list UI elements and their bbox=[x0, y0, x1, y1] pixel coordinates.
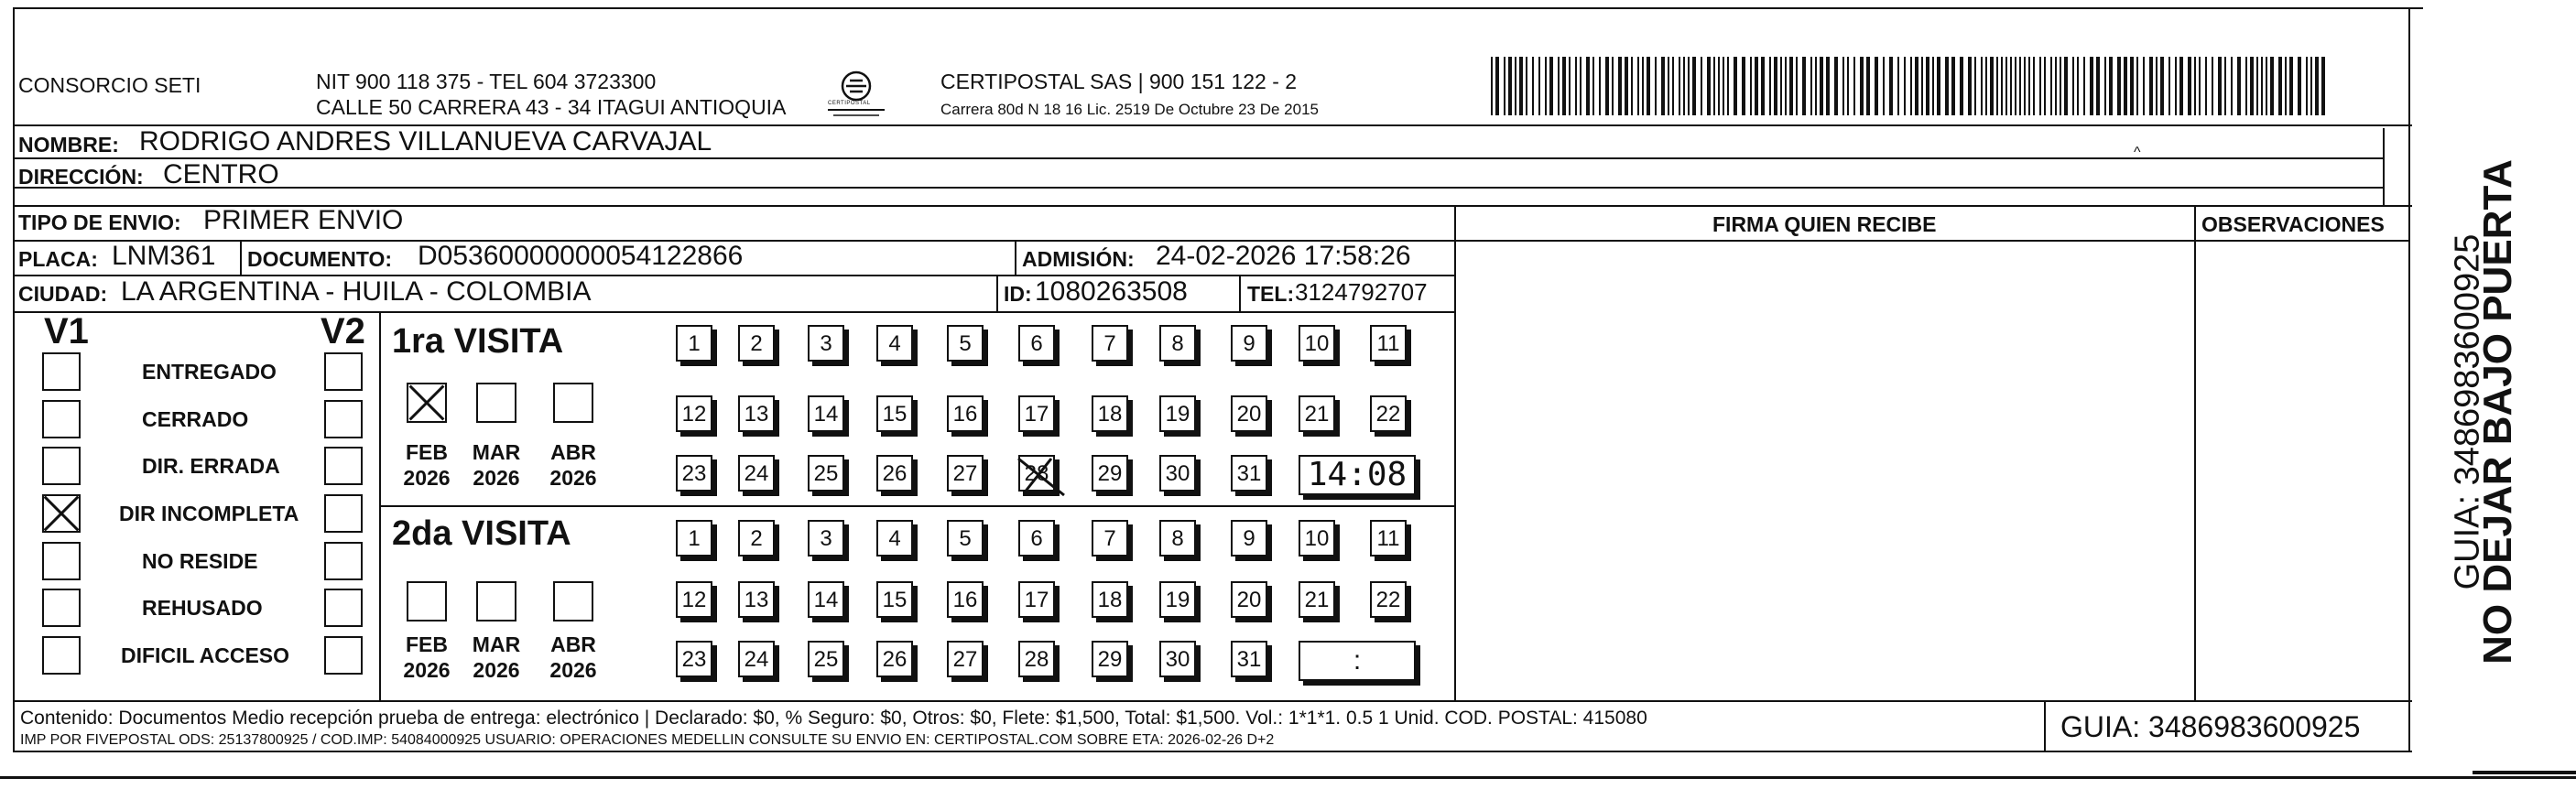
admision-label: ADMISIÓN: bbox=[1022, 247, 1135, 271]
second-visit-day-box[interactable]: 25 bbox=[808, 641, 844, 677]
first-visit-day-box[interactable]: 12 bbox=[676, 395, 712, 432]
first-visit-day-box[interactable]: 23 bbox=[676, 455, 712, 492]
second-visit-day-box[interactable]: 27 bbox=[947, 641, 984, 677]
carrier-line: CERTIPOSTAL SAS | 900 151 122 - 2 bbox=[940, 70, 1298, 93]
v2-checkbox[interactable] bbox=[324, 636, 363, 675]
v1-checkbox[interactable] bbox=[42, 636, 81, 675]
status-label: REHUSADO bbox=[142, 596, 263, 620]
year-label: 2026 bbox=[549, 466, 597, 490]
second-visit-day-box[interactable]: 26 bbox=[876, 641, 913, 677]
tel-label: TEL: bbox=[1247, 282, 1295, 306]
second-visit-day-box[interactable]: 9 bbox=[1231, 520, 1267, 557]
month-label: FEB bbox=[406, 440, 448, 464]
second-visit-day-box[interactable]: 19 bbox=[1159, 581, 1196, 618]
first-visit-month bbox=[548, 439, 599, 491]
obs-left-line bbox=[2194, 205, 2196, 701]
v1-header: V1 bbox=[44, 311, 89, 351]
top-border bbox=[13, 7, 2423, 9]
row-line-6 bbox=[13, 311, 1455, 313]
first-visit-day-box[interactable]: 4 bbox=[876, 325, 913, 362]
first-visit-day-box[interactable]: 28 bbox=[1018, 455, 1055, 492]
first-visit-month-checkbox[interactable] bbox=[407, 383, 447, 423]
id-tel-sep bbox=[1239, 275, 1241, 311]
second-visit-day-box[interactable]: 8 bbox=[1159, 520, 1196, 557]
second-visit-day-box[interactable]: 13 bbox=[738, 581, 775, 618]
placa-value: LNM361 bbox=[112, 241, 216, 271]
second-visit-day-box[interactable]: 28 bbox=[1018, 641, 1055, 677]
second-visit-day-box[interactable]: 15 bbox=[876, 581, 913, 618]
footer-guia-sep bbox=[2044, 700, 2046, 752]
first-visit-day-box[interactable]: 9 bbox=[1231, 325, 1267, 362]
id-value: 1080263508 bbox=[1035, 276, 1188, 307]
first-visit-month bbox=[401, 439, 452, 491]
v2-checkbox[interactable] bbox=[324, 542, 363, 580]
first-visit-title: 1ra VISITA bbox=[392, 322, 564, 361]
second-visit-month-checkbox[interactable] bbox=[407, 581, 447, 621]
second-visit-time-box[interactable]: : bbox=[1299, 641, 1416, 681]
right-border bbox=[2408, 7, 2410, 752]
status-label: DIR INCOMPLETA bbox=[119, 502, 299, 525]
v2-checkbox[interactable] bbox=[324, 494, 363, 533]
first-visit-day-box[interactable]: 17 bbox=[1018, 395, 1055, 432]
month-label: ABR bbox=[550, 632, 596, 656]
second-visit-day-box[interactable]: 1 bbox=[676, 520, 712, 557]
logo-text: CERTIPOSTAL bbox=[828, 101, 871, 106]
first-visit-day-box[interactable]: 31 bbox=[1231, 455, 1267, 492]
status-label: DIR. ERRADA bbox=[142, 454, 280, 478]
status-label: ENTREGADO bbox=[142, 360, 277, 384]
first-visit-day-box[interactable]: 22 bbox=[1370, 395, 1407, 432]
second-visit-day-box[interactable]: 20 bbox=[1231, 581, 1267, 618]
second-visit-day-box[interactable]: 16 bbox=[947, 581, 984, 618]
month-label: MAR bbox=[472, 632, 521, 656]
visits-divider bbox=[379, 505, 1455, 507]
v1-checkbox[interactable] bbox=[42, 589, 81, 627]
first-visit-day-box[interactable]: 16 bbox=[947, 395, 984, 432]
tel-value: 3124792707 bbox=[1295, 278, 1428, 306]
nombre-value: RODRIGO ANDRES VILLANUEVA CARVAJAL bbox=[139, 126, 712, 157]
v1-checkbox[interactable] bbox=[42, 494, 81, 533]
ciudad-label: CIUDAD: bbox=[18, 282, 108, 306]
certipostal-logo bbox=[824, 70, 888, 121]
firma-left-line bbox=[1454, 205, 1456, 701]
observaciones-header: OBSERVACIONES bbox=[2201, 212, 2385, 236]
year-label: 2026 bbox=[549, 658, 597, 682]
first-visit-time-box[interactable]: 14:08 bbox=[1299, 455, 1416, 495]
first-visit-day-box[interactable]: 24 bbox=[738, 455, 775, 492]
company-name: CONSORCIO SETI bbox=[18, 73, 201, 97]
second-visit-day-box[interactable]: 11 bbox=[1370, 520, 1407, 557]
nombre-label: NOMBRE: bbox=[18, 133, 119, 157]
first-visit-day-box[interactable]: 18 bbox=[1092, 395, 1128, 432]
second-visit-day-box[interactable]: 30 bbox=[1159, 641, 1196, 677]
first-visit-day-box[interactable]: 5 bbox=[947, 325, 984, 362]
second-visit-day-box[interactable]: 4 bbox=[876, 520, 913, 557]
first-visit-month-checkbox[interactable] bbox=[553, 383, 593, 423]
year-label: 2026 bbox=[403, 658, 451, 682]
side-guia: GUIA: 3486983600925 bbox=[2448, 233, 2487, 590]
footer-guia: GUIA: 3486983600925 bbox=[2060, 710, 2361, 743]
first-visit-day-box[interactable]: 10 bbox=[1299, 325, 1335, 362]
side-warning: NO DEJAR BAJO PUERTA bbox=[2475, 159, 2520, 665]
second-visit-month bbox=[548, 632, 599, 683]
status-label: CERRADO bbox=[142, 407, 249, 431]
second-visit-day-box[interactable]: 23 bbox=[676, 641, 712, 677]
month-label: ABR bbox=[550, 440, 596, 464]
license-line: Carrera 80d N 18 16 Lic. 2519 De Octubre 23 De 2015 bbox=[940, 101, 1319, 118]
second-visit-day-box[interactable]: 24 bbox=[738, 641, 775, 677]
caret-mark: ^ bbox=[2134, 145, 2141, 160]
v1-checkbox[interactable] bbox=[42, 352, 81, 391]
bottom-border bbox=[13, 751, 2412, 752]
v2-checkbox[interactable] bbox=[324, 589, 363, 627]
second-visit-day-box[interactable]: 12 bbox=[676, 581, 712, 618]
second-visit-day-box[interactable]: 7 bbox=[1092, 520, 1128, 557]
placa-label: PLACA: bbox=[18, 247, 98, 271]
month-label: FEB bbox=[406, 632, 448, 656]
nit-line: NIT 900 118 375 - TEL 604 3723300 bbox=[316, 70, 657, 93]
second-visit-month-checkbox[interactable] bbox=[553, 581, 593, 621]
tipo-envio-label: TIPO DE ENVIO: bbox=[18, 211, 181, 234]
first-visit-day-box[interactable]: 11 bbox=[1370, 325, 1407, 362]
first-visit-day-box[interactable]: 21 bbox=[1299, 395, 1335, 432]
second-visit-day-box[interactable]: 31 bbox=[1231, 641, 1267, 677]
nombre-right-line bbox=[2383, 128, 2385, 206]
day-cross-mark bbox=[1015, 453, 1070, 499]
first-visit-month bbox=[471, 439, 522, 491]
first-visit-month-checkbox[interactable] bbox=[476, 383, 516, 423]
first-visit-day-box[interactable]: 3 bbox=[808, 325, 844, 362]
row-line-1 bbox=[13, 157, 2383, 159]
bottom-edge-mark bbox=[2473, 771, 2576, 774]
second-visit-day-box[interactable]: 21 bbox=[1299, 581, 1335, 618]
v1-checkbox[interactable] bbox=[42, 447, 81, 485]
first-visit-day-box[interactable]: 30 bbox=[1159, 455, 1196, 492]
firma-header: FIRMA QUIEN RECIBE bbox=[1712, 212, 1937, 236]
second-visit-month bbox=[471, 632, 522, 683]
ciudad-value: LA ARGENTINA - HUILA - COLOMBIA bbox=[121, 276, 592, 307]
second-visit-day-box[interactable]: 14 bbox=[808, 581, 844, 618]
second-visit-day-box[interactable]: 6 bbox=[1018, 520, 1055, 557]
left-border bbox=[13, 7, 15, 752]
second-visit-day-box[interactable]: 29 bbox=[1092, 641, 1128, 677]
direccion-value: CENTRO bbox=[163, 159, 279, 189]
first-visit-day-box[interactable]: 2 bbox=[738, 325, 775, 362]
second-visit-month-checkbox[interactable] bbox=[476, 581, 516, 621]
first-visit-day-box[interactable]: 19 bbox=[1159, 395, 1196, 432]
first-visit-day-box[interactable]: 26 bbox=[876, 455, 913, 492]
footer-line bbox=[13, 700, 2412, 702]
first-visit-day-box[interactable]: 27 bbox=[947, 455, 984, 492]
firma-header-line bbox=[1454, 240, 2410, 242]
admision-value: 24-02-2026 17:58:26 bbox=[1156, 241, 1411, 271]
status-label: NO RESIDE bbox=[142, 549, 258, 573]
documento-value: D05360000000054122866 bbox=[418, 241, 744, 271]
second-visit-day-box[interactable]: 3 bbox=[808, 520, 844, 557]
ciudad-id-sep bbox=[996, 275, 998, 311]
placa-doc-sep bbox=[240, 240, 242, 276]
second-visit-title: 2da VISITA bbox=[392, 514, 571, 553]
year-label: 2026 bbox=[403, 466, 451, 490]
footer-imp: IMP POR FIVEPOSTAL ODS: 25137800925 / COD.IMP: 54084000925 USUARIO: OPERACIONES MEDELLIN CONSULTE SU ENVIO EN: CERTIPOSTAL.COM SOBRE ETA: 2026-02-26 D+2 bbox=[20, 732, 1275, 748]
v1-checkbox[interactable] bbox=[42, 542, 81, 580]
v2-checkbox[interactable] bbox=[324, 447, 363, 485]
address-line: CALLE 50 CARRERA 43 - 34 ITAGUI ANTIOQUIA bbox=[316, 95, 787, 119]
year-label: 2026 bbox=[473, 658, 520, 682]
first-visit-day-box[interactable]: 20 bbox=[1231, 395, 1267, 432]
first-visit-day-box[interactable]: 6 bbox=[1018, 325, 1055, 362]
first-visit-day-box[interactable]: 15 bbox=[876, 395, 913, 432]
year-label: 2026 bbox=[473, 466, 520, 490]
footer-contenido: Contenido: Documentos Medio recepción prueba de entrega: electrónico | Declarado: $0, % Seguro: $0, Otros: $0, Flete: $1,500, Total: $1,500. Vol.: 1*1*1. 0.5 1 Unid. COD. POSTAL: 415080 bbox=[20, 708, 1647, 729]
first-visit-day-box[interactable]: 8 bbox=[1159, 325, 1196, 362]
first-visit-day-box[interactable]: 1 bbox=[676, 325, 712, 362]
first-visit-day-box[interactable]: 14 bbox=[808, 395, 844, 432]
v2-header: V2 bbox=[321, 311, 365, 351]
barcode bbox=[1491, 57, 2326, 115]
second-visit-day-box[interactable]: 2 bbox=[738, 520, 775, 557]
second-visit-day-box[interactable]: 5 bbox=[947, 520, 984, 557]
month-label: MAR bbox=[472, 440, 521, 464]
second-visit-day-box[interactable]: 22 bbox=[1370, 581, 1407, 618]
v2-checkbox[interactable] bbox=[324, 400, 363, 438]
page-edge-line bbox=[0, 776, 2576, 779]
second-visit-day-box[interactable]: 18 bbox=[1092, 581, 1128, 618]
tipo-envio-value: PRIMER ENVIO bbox=[203, 205, 404, 235]
direccion-label: DIRECCIÓN: bbox=[18, 165, 144, 189]
second-visit-day-box[interactable]: 10 bbox=[1299, 520, 1335, 557]
v1-checkbox[interactable] bbox=[42, 400, 81, 438]
doc-admision-sep bbox=[1015, 240, 1016, 276]
second-visit-month bbox=[401, 632, 452, 683]
first-visit-day-box[interactable]: 7 bbox=[1092, 325, 1128, 362]
first-visit-day-box[interactable]: 29 bbox=[1092, 455, 1128, 492]
second-visit-day-box[interactable]: 17 bbox=[1018, 581, 1055, 618]
first-visit-day-box[interactable]: 25 bbox=[808, 455, 844, 492]
status-label: DIFICIL ACCESO bbox=[121, 643, 290, 667]
id-label: ID: bbox=[1004, 282, 1032, 306]
row-line-2 bbox=[13, 187, 2383, 189]
first-visit-day-box[interactable]: 13 bbox=[738, 395, 775, 432]
v2-checkbox[interactable] bbox=[324, 352, 363, 391]
documento-label: DOCUMENTO: bbox=[247, 247, 393, 271]
